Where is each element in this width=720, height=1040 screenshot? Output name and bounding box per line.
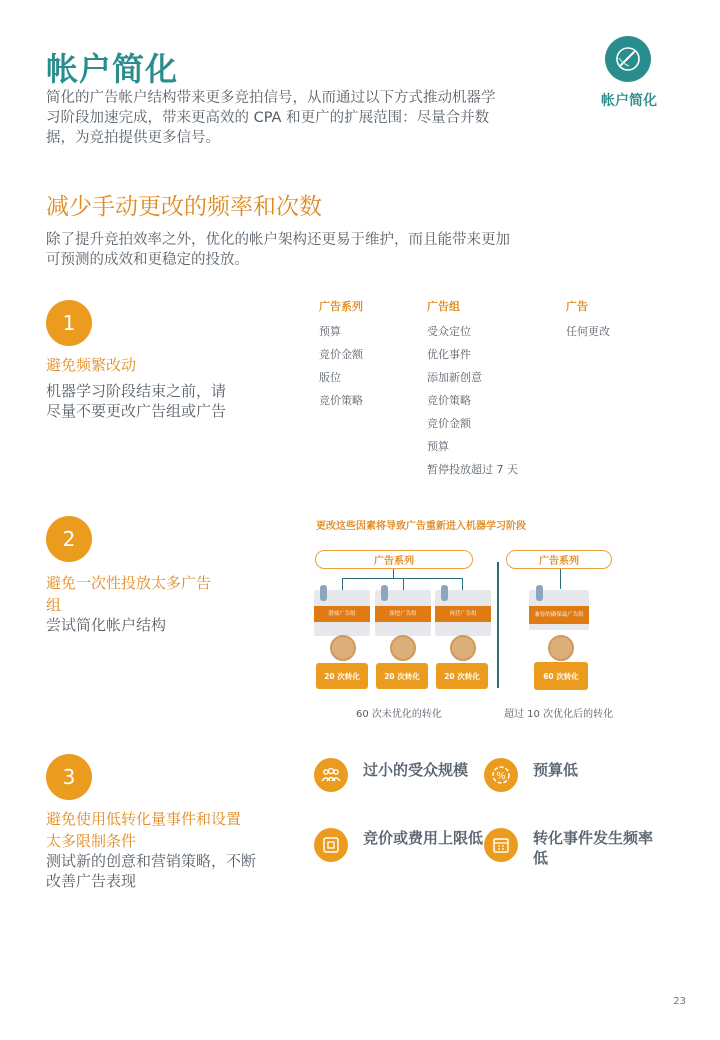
factor-label: 过小的受众规模	[363, 761, 469, 779]
column-item: 添加新创意	[427, 371, 482, 384]
column-item: 任何更改	[566, 325, 610, 338]
column-item: 暂停投放超过 7 天	[427, 463, 518, 476]
campaign-pill-right: 广告系列	[506, 550, 612, 569]
section-description: 除了提升竞拍效率之外，优化的帐户架构还更易于维护，而且能带来更加可预测的成效和更稳定的投放。	[46, 232, 510, 268]
diagram-title: 更改这些因素将导致广告重新进入机器学习阶段	[316, 521, 526, 532]
learning-icon	[450, 635, 476, 661]
factor-label: 竞价或费用上限低	[363, 829, 484, 847]
svg-text:%: %	[496, 771, 506, 782]
connector-line	[393, 569, 394, 578]
column-item: 竞价金额	[319, 348, 363, 361]
column-item: 竞价策略	[319, 394, 363, 407]
left-caption: 60 次未优化的转化	[356, 709, 442, 720]
campaign-pill-left: 广告系列	[315, 550, 473, 569]
tip-3-title: 避免使用低转化量事件和设置太多限制条件	[46, 810, 242, 850]
pin-icon	[441, 585, 448, 601]
conversion-box: 20 次转化	[436, 663, 488, 689]
column-header: 广告	[566, 300, 588, 313]
tip-number-1: 1	[46, 300, 92, 346]
connector-line	[342, 578, 462, 579]
factor-label: 预算低	[533, 761, 579, 779]
badge-icon	[605, 36, 651, 82]
learning-icon	[390, 635, 416, 661]
tip-3-description: 测试新的创意和营销策略，不断改善广告表现	[46, 852, 257, 890]
tip-1-title: 避免频繁改动	[46, 356, 137, 374]
column-item: 竞价金额	[427, 417, 471, 430]
connector-line	[560, 569, 561, 589]
factor-label: 转化事件发生频率低	[533, 829, 654, 867]
column-item: 版位	[319, 371, 341, 384]
tip-number-2: 2	[46, 516, 92, 562]
connector-line	[403, 578, 404, 590]
connector-line	[342, 578, 343, 590]
tip-2-title: 避免一次性投放太多广告组	[46, 574, 212, 614]
learning-icon	[548, 635, 574, 661]
tip-number-3: 3	[46, 754, 92, 800]
change-column-campaign	[319, 298, 363, 412]
column-item: 受众定位	[427, 325, 471, 338]
pin-icon	[536, 585, 543, 601]
percent-budget-icon	[484, 758, 518, 792]
section-heading: 减少手动更改的频率和次数	[46, 194, 322, 220]
right-caption: 超过 10 次优化后的转化	[504, 709, 614, 720]
adset-name: 兼容的确保最广告组	[529, 606, 589, 624]
diagram-divider	[497, 562, 499, 688]
intro-text: 简化的广告帐户结构带来更多竞拍信号，从而通过以下方式推动机器学习阶段加速完成，带来更高效的 CPA 和更广的扩展范围：尽量合并数据，为竞拍提供更多信号。	[46, 90, 496, 146]
connector-line	[462, 578, 463, 590]
conversion-box: 20 次转化	[316, 663, 368, 689]
column-header: 广告组	[427, 300, 460, 313]
adset-name: 深挖广告组	[375, 606, 431, 622]
conversion-box: 60 次转化	[534, 662, 588, 690]
change-column-adset	[427, 298, 518, 481]
adset-name: 再营广告组	[435, 606, 491, 622]
column-item: 竞价策略	[427, 394, 471, 407]
column-item: 优化事件	[427, 348, 471, 361]
pin-icon	[320, 585, 327, 601]
change-column-ad	[566, 298, 610, 343]
audience-icon	[314, 758, 348, 792]
bid-limit-icon	[314, 828, 348, 862]
pin-icon	[381, 585, 388, 601]
calendar-icon	[484, 828, 518, 862]
conversion-box: 20 次转化	[376, 663, 428, 689]
column-header: 广告系列	[319, 300, 363, 313]
tip-1-description: 机器学习阶段结束之前，请尽量不要更改广告组或广告	[46, 382, 227, 420]
column-item: 预算	[427, 440, 449, 453]
badge-label: 帐户简化	[601, 93, 657, 109]
tip-2-description: 尝试简化帐户结构	[46, 616, 167, 634]
page-number: 23	[673, 996, 686, 1007]
page-title: 帐户简化	[46, 50, 179, 88]
column-item: 预算	[319, 325, 341, 338]
pencil-circle-icon	[605, 36, 651, 82]
learning-icon	[330, 635, 356, 661]
adset-name: 潜威广告组	[314, 606, 370, 622]
